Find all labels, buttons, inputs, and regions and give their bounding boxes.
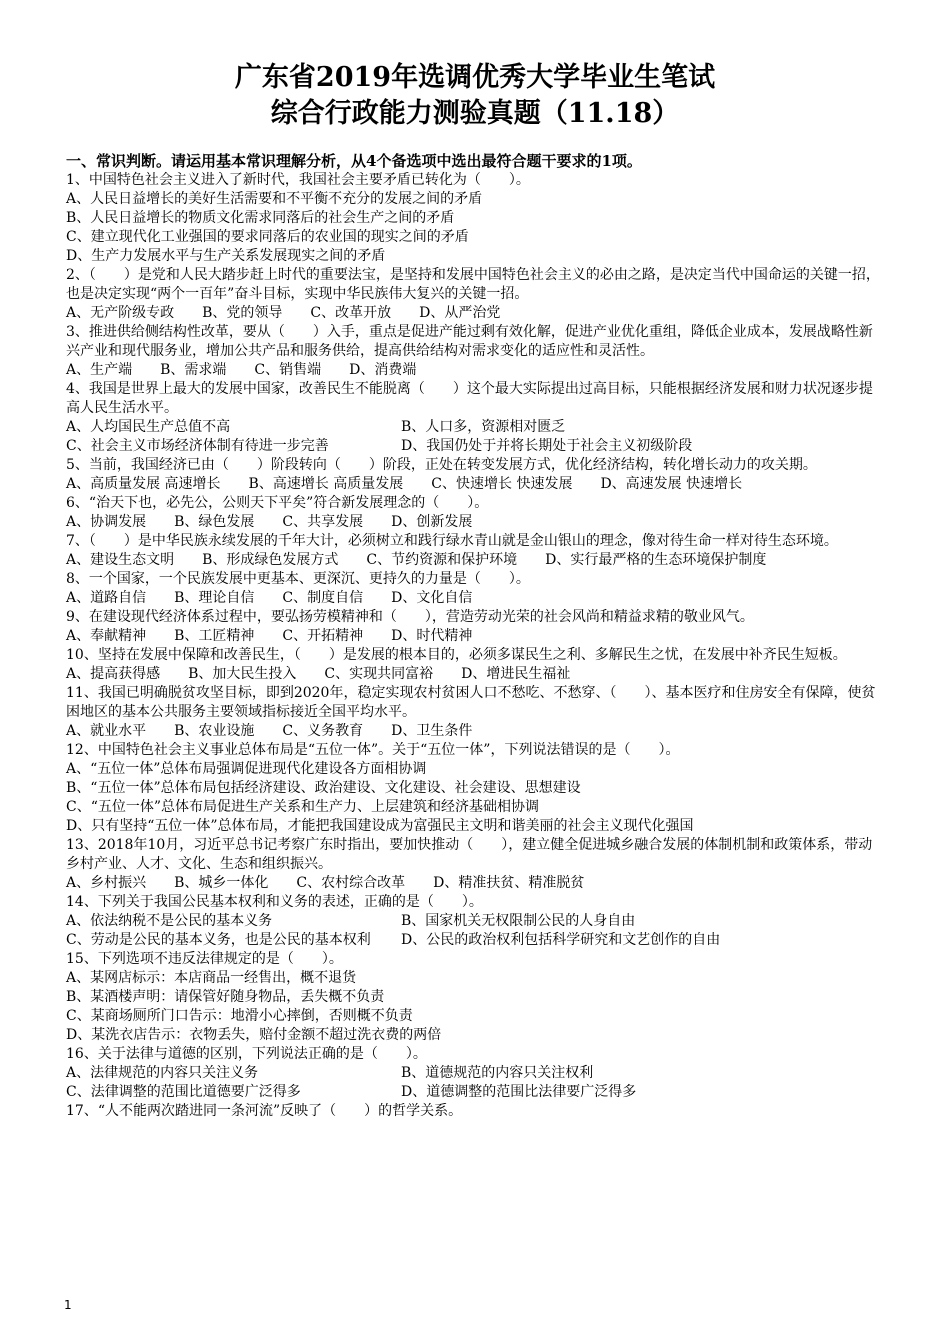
question-12-option-d: D、只有坚持“五位一体”总体布局，才能把我国建设成为富强民主文明和谐美丽的社会主义现代化强国: [66, 818, 694, 834]
question-1-option-b: B、人民日益增长的物质文化需求同落后的社会生产之间的矛盾: [66, 210, 455, 226]
page-number: 1: [64, 1298, 72, 1312]
question-1-stem: 1、中国特色社会主义进入了新时代，我国社会主要矛盾已转化为（ ）。: [66, 172, 530, 188]
question-14-options-row-1: [66, 912, 884, 931]
document-title: [66, 60, 884, 132]
question-12-option-a: A、“五位一体”总体布局强调促进现代化建设各方面相协调: [66, 761, 427, 777]
question-8-stem: 8、一个国家，一个民族发展中更基本、更深沉、更持久的力量是（ ）。: [66, 571, 530, 587]
question-13-options: A、乡村振兴 B、城乡一体化 C、农村综合改革 D、精准扶贫、精准脱贫: [66, 875, 585, 891]
question-14-option-d: D、公民的政治权利包括科学研究和文艺创作的自由: [401, 932, 721, 948]
question-list: [66, 171, 884, 1121]
question-12-option-c: C、“五位一体”总体布局促进生产关系和生产力、上层建筑和经济基础相协调: [66, 799, 540, 815]
question-11-stem: 11、我国已明确脱贫攻坚目标，即到2020年，稳定实现农村贫困人口不愁吃、不愁穿、（ ）、基本医疗和住房安全有保障，使贫困地区的基本公共服务主要领域指标接近全国平均水平。: [66, 685, 876, 720]
question-3-options: A、生产端 B、需求端 C、销售端 D、消费端: [66, 362, 417, 378]
question-1-option-a: A、人民日益增长的美好生活需要和不平衡不充分的发展之间的矛盾: [66, 191, 483, 207]
question-10-options: A、提高获得感 B、加大民生投入 C、实现共同富裕 D、增进民生福祉: [66, 666, 571, 682]
question-14-option-c: C、劳动是公民的基本义务，也是公民的基本权利: [66, 932, 371, 948]
question-15-option-c: C、某商场厕所门口告示：地滑小心摔倒，否则概不负责: [66, 1008, 413, 1024]
question-14-stem: 14、下列关于我国公民基本权利和义务的表述，正确的是（ ）。: [66, 894, 483, 910]
question-9-options: A、奉献精神 B、工匠精神 C、开拓精神 D、时代精神: [66, 628, 473, 644]
question-6-stem: 6、“治天下也，必先公，公则天下平矣”符合新发展理念的（ ）。: [66, 495, 489, 511]
question-4-option-a: A、人均国民生产总值不高: [66, 419, 231, 435]
question-16-option-a: A、法律规范的内容只关注义务: [66, 1065, 259, 1081]
question-5-options: A、高质量发展 高速增长 B、高速增长 高质量发展 C、快速增长 快速发展 D、高速发展 快速增长: [66, 476, 743, 492]
question-1-option-d: D、生产力发展水平与生产关系发展现实之间的矛盾: [66, 248, 386, 264]
question-4-option-c: C、社会主义市场经济体制有待进一步完善: [66, 438, 329, 454]
question-16-options-row-2: [66, 1083, 884, 1102]
question-1-option-c: C、建立现代化工业强国的要求同落后的农业国的现实之间的矛盾: [66, 229, 469, 245]
question-14-options-row-2: [66, 931, 884, 950]
question-8-options: A、道路自信 B、理论自信 C、制度自信 D、文化自信: [66, 590, 473, 606]
question-16-option-c: C、法律调整的范围比道德要广泛得多: [66, 1084, 301, 1100]
question-12-stem: 12、中国特色社会主义事业总体布局是“五位一体”。关于“五位一体”，下列说法错误的是（ ）。: [66, 742, 680, 758]
section-heading: 一、常识判断。请运用基本常识理解分析，从4个备选项中选出最符合题干要求的1项。: [66, 152, 642, 170]
title-line-1: 广东省2019年选调优秀大学毕业生笔试: [234, 62, 716, 93]
question-15-option-d: D、某洗衣店告示：衣物丢失，赔付金额不超过洗衣费的两倍: [66, 1027, 442, 1043]
question-10-stem: 10、坚持在发展中保障和改善民生，（ ）是发展的根本目的，必须多谋民生之利、多解民生之忧，在发展中补齐民生短板。: [66, 647, 847, 663]
question-4-options-row-1: [66, 418, 884, 437]
question-6-options: A、协调发展 B、绿色发展 C、共享发展 D、创新发展: [66, 514, 473, 530]
question-15-option-a: A、某网店标示：本店商品一经售出，概不退货: [66, 970, 357, 986]
question-4-stem: 4、我国是世界上最大的发展中国家，改善民生不能脱离（ ）这个最大实际提出过高目标，只能根据经济发展和财力状况逐步提高人民生活水平。: [66, 381, 873, 416]
question-16-stem: 16、关于法律与道德的区别，下列说法正确的是（ ）。: [66, 1046, 427, 1062]
question-17-stem: 17、“人不能两次踏进同一条河流”反映了（ ）的哲学关系。: [66, 1103, 463, 1119]
question-16-options-row-1: [66, 1064, 884, 1083]
question-2-options: A、无产阶级专政 B、党的领导 C、改革开放 D、从严治党: [66, 305, 501, 321]
question-2-stem: 2、（ ）是党和人民大踏步赶上时代的重要法宝，是坚持和发展中国特色社会主义的必由之路，是决定当代中国命运的关键一招，也是决定实现“两个一百年”奋斗目标，实现中华民族伟大复兴的关键一招。: [66, 267, 880, 302]
question-9-stem: 9、在建设现代经济体系过程中，要弘扬劳模精神和（ ），营造劳动光荣的社会风尚和精益求精的敬业风气。: [66, 609, 754, 625]
question-13-stem: 13、2018年10月，习近平总书记考察广东时指出，要加快推动（ ），建立健全促进城乡融合发展的体制机制和政策体系，带动乡村产业、人才、文化、生态和组织振兴。: [66, 837, 873, 872]
question-4-option-d: D、我国仍处于并将长期处于社会主义初级阶段: [401, 438, 693, 454]
question-16-option-d: D、道德调整的范围比法律要广泛得多: [401, 1084, 637, 1100]
title-line-2: 综合行政能力测验真题（11.18）: [270, 98, 680, 129]
question-15-stem: 15、下列选项不违反法律规定的是（ ）。: [66, 951, 343, 967]
question-7-options: A、建设生态文明 B、形成绿色发展方式 C、节约资源和保护环境 D、实行最严格的生态环境保护制度: [66, 552, 767, 568]
question-5-stem: 5、当前，我国经济已由（ ）阶段转向（ ）阶段，正处在转变发展方式，优化经济结构，转化增长动力的攻关期。: [66, 457, 817, 473]
question-11-options: A、就业水平 B、农业设施 C、义务教育 D、卫生条件: [66, 723, 473, 739]
question-14-option-a: A、依法纳税不是公民的基本义务: [66, 913, 273, 929]
question-7-stem: 7、（ ）是中华民族永续发展的千年大计，必须树立和践行绿水青山就是金山银山的理念，像对待生命一样对待生态环境。: [66, 533, 838, 549]
question-3-stem: 3、推进供给侧结构性改革，要从（ ）入手，重点是促进产能过剩有效化解，促进产业优化重组，降低企业成本，发展战略性新兴产业和现代服务业，增加公共产品和服务供给，提高供给结构对需求变化的适应性和灵活性。: [66, 324, 873, 359]
question-12-option-b: B、“五位一体”总体布局包括经济建设、政治建设、文化建设、社会建设、思想建设: [66, 780, 581, 796]
question-16-option-b: B、道德规范的内容只关注权利: [401, 1065, 594, 1081]
question-4-option-b: B、人口多，资源相对匮乏: [401, 419, 566, 435]
question-14-option-b: B、国家机关无权限制公民的人身自由: [401, 913, 636, 929]
question-4-options-row-2: [66, 437, 884, 456]
question-15-option-b: B、某酒楼声明：请保管好随身物品，丢失概不负责: [66, 989, 385, 1005]
